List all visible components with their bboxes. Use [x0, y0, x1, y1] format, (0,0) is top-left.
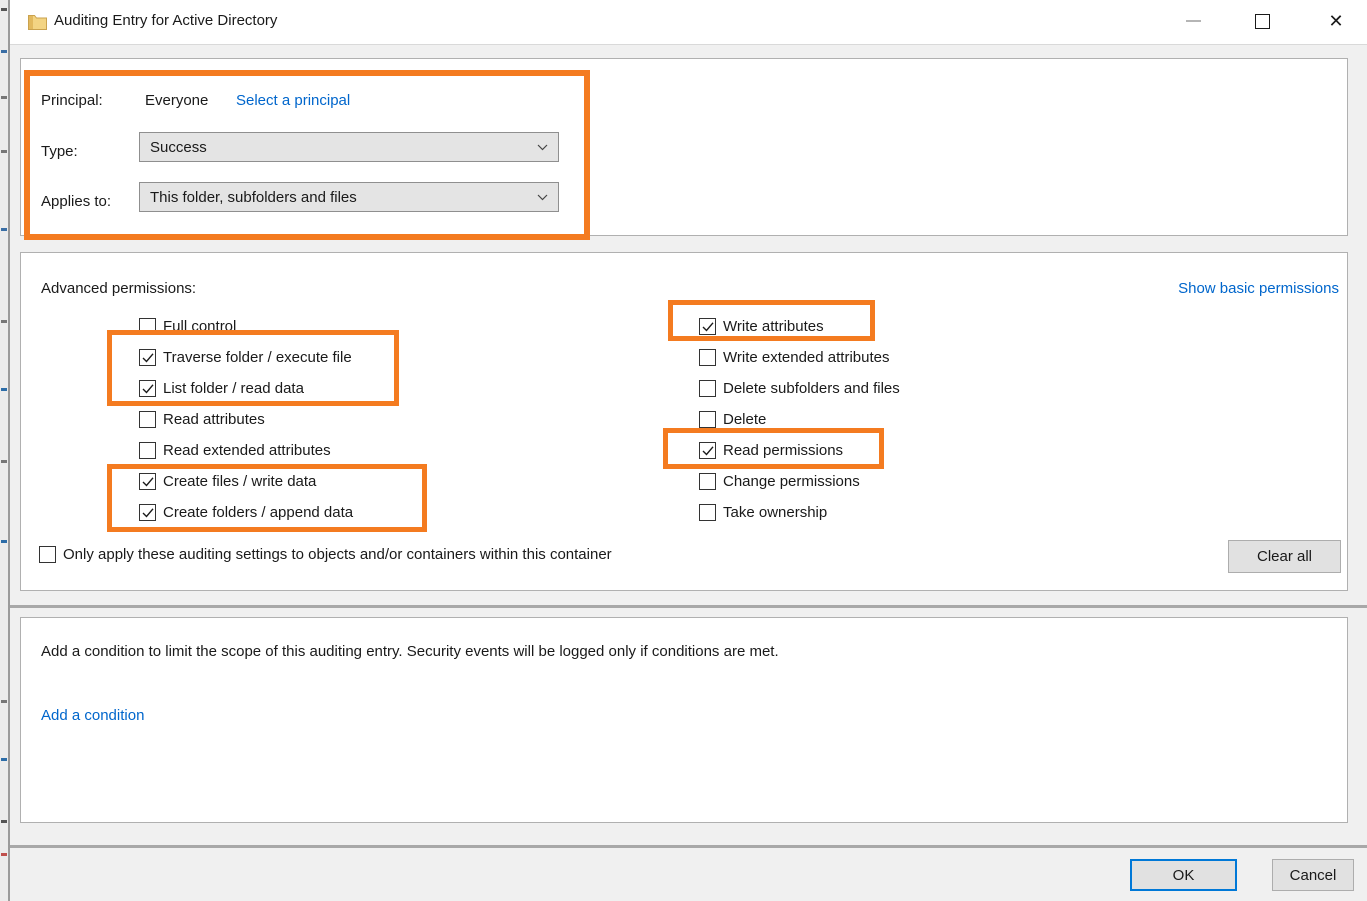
- permission-label: Full control: [163, 318, 237, 335]
- edge-mark: [1, 388, 7, 391]
- permissions-column-right: [699, 311, 900, 528]
- show-basic-permissions-link[interactable]: Show basic permissions: [1178, 280, 1339, 297]
- only-apply-row: [39, 546, 612, 563]
- permission-label: Change permissions: [723, 473, 860, 490]
- permission-row-traverse-folder-execute-file: [139, 342, 353, 373]
- permission-row-create-files-write-data: [139, 466, 353, 497]
- clear-all-label: Clear all: [1256, 548, 1313, 565]
- checkbox-delete[interactable]: [699, 411, 716, 428]
- permission-row-take-ownership: [699, 497, 900, 528]
- permission-label: Delete subfolders and files: [723, 380, 900, 397]
- ok-button[interactable]: [1130, 859, 1237, 891]
- maximize-icon: [1255, 14, 1270, 29]
- permission-row-delete-subfolders-and-files: [699, 373, 900, 404]
- principal-panel: [20, 58, 1348, 236]
- permission-label: Read permissions: [723, 442, 844, 459]
- edge-mark: [1, 320, 7, 323]
- permission-label: Create files / write data: [163, 473, 317, 490]
- edge-mark: [1, 8, 7, 11]
- checkbox-full-control[interactable]: [139, 318, 156, 335]
- permission-label: Write attributes: [723, 318, 824, 335]
- permission-label: Write extended attributes: [723, 349, 890, 366]
- checkbox-delete-subfolders-and-files[interactable]: [699, 380, 716, 397]
- checkbox-traverse-folder-execute-file[interactable]: [139, 349, 156, 366]
- ok-label: OK: [1172, 866, 1195, 884]
- type-select-value: Success: [150, 138, 207, 156]
- principal-value: Everyone: [145, 92, 209, 109]
- only-apply-label: Only apply these auditing settings to objects and/or containers within this container: [63, 546, 612, 563]
- check-icon: [142, 477, 154, 487]
- close-button[interactable]: [1313, 0, 1359, 42]
- applies-to-select[interactable]: [139, 182, 559, 212]
- checkbox-read-permissions[interactable]: [699, 442, 716, 459]
- permission-label: Traverse folder / execute file: [163, 349, 352, 366]
- permission-row-read-permissions: [699, 435, 900, 466]
- permission-row-full-control: [139, 311, 353, 342]
- background-window-edge: [0, 0, 10, 901]
- edge-mark: [1, 96, 7, 99]
- edge-mark: [1, 540, 7, 543]
- edge-mark: [1, 758, 7, 761]
- edge-mark: [1, 460, 7, 463]
- type-label: Type:: [41, 143, 78, 160]
- folder-icon: [28, 13, 47, 30]
- checkbox-write-extended-attributes[interactable]: [699, 349, 716, 366]
- chevron-down-icon: [537, 144, 548, 151]
- clear-all-button[interactable]: [1228, 540, 1341, 573]
- edge-mark: [1, 150, 7, 153]
- chevron-down-icon: [537, 194, 548, 201]
- only-apply-checkbox[interactable]: [39, 546, 56, 563]
- cancel-label: Cancel: [1289, 866, 1337, 884]
- minimize-button[interactable]: [1170, 0, 1216, 42]
- checkbox-read-attributes[interactable]: [139, 411, 156, 428]
- permission-row-read-attributes: [139, 404, 353, 435]
- check-icon: [702, 446, 714, 456]
- check-icon: [142, 353, 154, 363]
- minimize-icon: [1186, 20, 1201, 22]
- permission-label: Read extended attributes: [163, 442, 331, 459]
- applies-to-select-value: This folder, subfolders and files: [150, 188, 357, 206]
- edge-mark: [1, 820, 7, 823]
- permission-row-list-folder-read-data: [139, 373, 353, 404]
- edge-mark: [1, 228, 7, 231]
- permission-label: List folder / read data: [163, 380, 304, 397]
- edge-mark: [1, 700, 7, 703]
- check-icon: [142, 384, 154, 394]
- applies-to-label: Applies to:: [41, 193, 112, 210]
- advanced-permissions-panel: [20, 252, 1348, 591]
- add-condition-link[interactable]: Add a condition: [41, 707, 145, 724]
- permission-row-write-extended-attributes: [699, 342, 900, 373]
- edge-mark: [1, 853, 7, 856]
- permission-row-create-folders-append-data: [139, 497, 353, 528]
- select-principal-link[interactable]: Select a principal: [236, 92, 351, 109]
- condition-panel: [20, 617, 1348, 823]
- checkbox-take-ownership[interactable]: [699, 504, 716, 521]
- permission-row-delete: [699, 404, 900, 435]
- section-separator: [10, 605, 1367, 608]
- checkbox-create-folders-append-data[interactable]: [139, 504, 156, 521]
- permission-row-change-permissions: [699, 466, 900, 497]
- edge-mark: [1, 50, 7, 53]
- footer-separator: [10, 845, 1367, 848]
- title-bar: [10, 0, 1367, 45]
- checkbox-list-folder-read-data[interactable]: [139, 380, 156, 397]
- checkbox-read-extended-attributes[interactable]: [139, 442, 156, 459]
- permission-row-write-attributes: [699, 311, 900, 342]
- check-icon: [142, 508, 154, 518]
- permissions-column-left: [139, 311, 353, 528]
- permission-label: Read attributes: [163, 411, 265, 428]
- checkbox-write-attributes[interactable]: [699, 318, 716, 335]
- principal-label: Principal:: [41, 92, 103, 109]
- cancel-button[interactable]: [1272, 859, 1354, 891]
- permission-row-read-extended-attributes: [139, 435, 353, 466]
- checkbox-change-permissions[interactable]: [699, 473, 716, 490]
- advanced-permissions-heading: Advanced permissions:: [41, 280, 197, 297]
- checkbox-create-files-write-data[interactable]: [139, 473, 156, 490]
- window-title: Auditing Entry for Active Directory: [54, 12, 278, 29]
- permission-label: Delete: [723, 411, 767, 428]
- type-select[interactable]: [139, 132, 559, 162]
- check-icon: [702, 322, 714, 332]
- maximize-button[interactable]: [1239, 0, 1285, 42]
- close-icon: ✕: [1328, 11, 1344, 31]
- condition-description: Add a condition to limit the scope of this auditing entry. Security events will be logged only if conditions are met.: [41, 643, 779, 660]
- permission-label: Take ownership: [723, 504, 828, 521]
- permission-label: Create folders / append data: [163, 504, 354, 521]
